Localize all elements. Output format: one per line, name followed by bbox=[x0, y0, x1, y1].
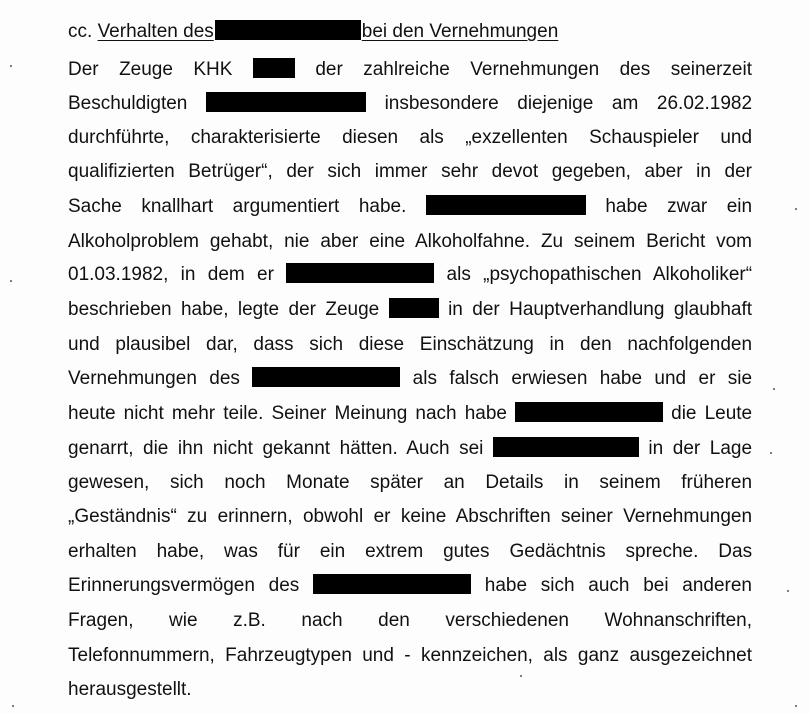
word: knallhart bbox=[141, 196, 214, 217]
redaction-block bbox=[515, 402, 663, 422]
word: zwar bbox=[667, 196, 708, 217]
scan-speck bbox=[10, 280, 12, 282]
section-title bbox=[98, 21, 559, 42]
redaction-block bbox=[252, 367, 400, 387]
word: nach bbox=[415, 403, 457, 424]
word: Sache bbox=[68, 196, 122, 217]
word: plausibel bbox=[115, 334, 191, 355]
word: habe bbox=[484, 575, 528, 596]
word: Lage bbox=[709, 438, 753, 459]
word: den bbox=[580, 334, 612, 355]
word: wie bbox=[169, 610, 198, 631]
word: Erinnerungsvermögen bbox=[68, 575, 255, 596]
word: erhalten bbox=[68, 541, 137, 562]
word: der bbox=[724, 161, 752, 182]
word: des bbox=[268, 575, 300, 596]
word: verschiedenen bbox=[445, 610, 569, 631]
word: Vernehmungen bbox=[623, 506, 753, 527]
word: heute bbox=[68, 403, 116, 424]
scan-speck bbox=[10, 65, 12, 67]
text-line bbox=[68, 123, 752, 153]
word: Schauspieler bbox=[589, 127, 699, 148]
word: eine bbox=[369, 231, 406, 252]
word: und bbox=[68, 334, 100, 355]
word: als bbox=[419, 127, 444, 148]
redaction-block bbox=[389, 298, 439, 318]
word: Gedächtnis bbox=[509, 541, 606, 562]
word: früheren bbox=[681, 472, 753, 493]
word: vom bbox=[716, 231, 753, 252]
word: was bbox=[224, 541, 258, 562]
word: 01.03.1982, bbox=[68, 264, 169, 285]
redaction-block bbox=[313, 574, 471, 594]
section-heading bbox=[68, 17, 558, 47]
word: ausgezeichnet bbox=[629, 645, 752, 666]
word: Zu bbox=[540, 231, 564, 252]
word: seiner bbox=[561, 506, 613, 527]
word: und bbox=[720, 127, 753, 148]
word: Alkoholfahne. bbox=[414, 231, 531, 252]
word: sie bbox=[727, 368, 753, 389]
word: Fahrzeugtypen bbox=[225, 645, 352, 666]
word: auch bbox=[588, 575, 630, 596]
word: dar, bbox=[206, 334, 238, 355]
word: noch bbox=[224, 472, 266, 493]
text-line bbox=[68, 502, 752, 532]
text-line bbox=[68, 55, 752, 85]
word: habe, bbox=[180, 299, 229, 320]
word: devot bbox=[491, 161, 539, 182]
word: nach bbox=[301, 610, 343, 631]
word: qualifizierten bbox=[68, 161, 175, 182]
word: in bbox=[448, 299, 463, 320]
word: seinerzeit bbox=[670, 59, 753, 80]
word: dem bbox=[207, 264, 245, 285]
word: Vernehmungen bbox=[470, 59, 600, 80]
word: Einschätzung bbox=[419, 334, 534, 355]
word: anderen bbox=[682, 575, 752, 596]
text-line bbox=[68, 227, 752, 257]
text-line bbox=[68, 157, 752, 187]
word: sei bbox=[459, 438, 484, 459]
word: Alkoholproblem bbox=[68, 231, 199, 252]
word: habe bbox=[464, 403, 507, 424]
word: habe, bbox=[156, 541, 205, 562]
text-line bbox=[68, 675, 752, 705]
word: Abschriften bbox=[455, 506, 551, 527]
word: nachfolgenden bbox=[627, 334, 753, 355]
word: nie bbox=[284, 231, 310, 252]
word: Wohnanschriften, bbox=[604, 610, 753, 631]
word: dass bbox=[253, 334, 294, 355]
word: ganz bbox=[577, 645, 620, 666]
word: er bbox=[698, 368, 716, 389]
word: in bbox=[648, 438, 664, 459]
word: Bericht bbox=[646, 231, 706, 252]
word: z.B. bbox=[233, 610, 266, 631]
word: Details bbox=[485, 472, 544, 493]
word: erwiesen bbox=[511, 368, 588, 389]
word: ein bbox=[319, 541, 346, 562]
word: Alkoholiker“ bbox=[652, 264, 753, 285]
word: Seiner bbox=[271, 403, 327, 424]
word: durchführte, bbox=[68, 127, 170, 148]
text-line bbox=[68, 537, 752, 567]
word: diesen bbox=[342, 127, 399, 148]
redaction-block bbox=[253, 58, 295, 78]
text-line bbox=[68, 571, 752, 601]
scan-speck bbox=[795, 208, 797, 210]
redaction-block bbox=[493, 437, 639, 457]
word: spreche. bbox=[625, 541, 699, 562]
word: sehr bbox=[441, 161, 479, 182]
word: charakterisierte bbox=[190, 127, 321, 148]
word: gegeben, bbox=[551, 161, 631, 182]
word: beschrieben bbox=[68, 299, 172, 320]
text-line bbox=[68, 399, 752, 429]
word: legte bbox=[237, 299, 280, 320]
section-prefix: cc. bbox=[68, 21, 93, 42]
word: aber bbox=[320, 231, 359, 252]
word: seinem bbox=[574, 231, 636, 252]
word: und bbox=[362, 645, 394, 666]
word: zahlreiche bbox=[363, 59, 450, 80]
word: die bbox=[671, 403, 697, 424]
section-title-part1: Verhalten des bbox=[97, 21, 214, 42]
word: Meinung bbox=[334, 403, 408, 424]
word: ein bbox=[726, 196, 753, 217]
text-line bbox=[68, 641, 752, 671]
word: der bbox=[672, 438, 701, 459]
word: herausgestellt. bbox=[68, 679, 192, 700]
text-line bbox=[68, 468, 752, 498]
scan-speck bbox=[795, 705, 797, 707]
word: der bbox=[286, 161, 314, 182]
text-line bbox=[68, 260, 752, 290]
word: gekannt bbox=[262, 438, 331, 459]
word: KHK bbox=[193, 59, 233, 80]
word: argumentiert bbox=[232, 196, 340, 217]
word: Monate bbox=[286, 472, 350, 493]
word: seinem bbox=[599, 472, 661, 493]
section-title-part2: bei den Vernehmungen bbox=[361, 21, 559, 42]
word: in bbox=[696, 161, 711, 182]
word: aber bbox=[644, 161, 683, 182]
word: erinnern, bbox=[217, 506, 293, 527]
word: und bbox=[654, 368, 687, 389]
word: Vernehmungen bbox=[68, 368, 197, 389]
word: obwohl bbox=[302, 506, 364, 527]
word: später bbox=[370, 472, 423, 493]
redaction-block bbox=[206, 92, 366, 112]
word: hätten. bbox=[339, 438, 398, 459]
word: sich bbox=[327, 161, 362, 182]
redaction-block bbox=[215, 20, 361, 40]
word: bei bbox=[643, 575, 669, 596]
word: Zeuge bbox=[119, 59, 173, 80]
word: diejenige bbox=[517, 93, 594, 114]
word: habe bbox=[599, 368, 643, 389]
word: des bbox=[619, 59, 651, 80]
word: sich bbox=[309, 334, 344, 355]
word: sich bbox=[540, 575, 575, 596]
word: habe. bbox=[358, 196, 407, 217]
word: in bbox=[564, 472, 579, 493]
word: Der bbox=[68, 59, 99, 80]
word: teile. bbox=[223, 403, 264, 424]
word: als bbox=[543, 645, 568, 666]
word: an bbox=[443, 472, 465, 493]
word: der bbox=[472, 299, 500, 320]
word: gewesen, bbox=[68, 472, 150, 493]
text-line bbox=[68, 295, 752, 325]
scan-speck bbox=[787, 590, 789, 592]
word: als bbox=[412, 368, 437, 389]
word: mehr bbox=[171, 403, 216, 424]
word: als bbox=[446, 264, 471, 285]
word: Fragen, bbox=[68, 610, 134, 631]
word: Zeuge bbox=[325, 299, 380, 320]
word: „exzellenten bbox=[465, 127, 568, 148]
word: diese bbox=[358, 334, 405, 355]
word: Beschuldigten bbox=[68, 93, 188, 114]
word: falsch bbox=[449, 368, 499, 389]
scan-speck bbox=[770, 452, 772, 454]
word: den bbox=[378, 610, 410, 631]
word: die bbox=[143, 438, 169, 459]
word: immer bbox=[374, 161, 428, 182]
word: Auch bbox=[406, 438, 450, 459]
text-line bbox=[68, 364, 752, 394]
text-line bbox=[68, 606, 752, 636]
word: er bbox=[373, 506, 391, 527]
word: habe bbox=[605, 196, 648, 217]
word: Leute bbox=[704, 403, 753, 424]
word: am bbox=[611, 93, 639, 114]
word: der bbox=[288, 299, 316, 320]
redaction-block bbox=[286, 263, 434, 283]
word: genarrt, bbox=[68, 438, 134, 459]
word: glaubhaft bbox=[673, 299, 753, 320]
word: kennzeichen, bbox=[420, 645, 533, 666]
text-line bbox=[68, 434, 752, 464]
text-line bbox=[68, 89, 752, 119]
word: - bbox=[404, 645, 411, 666]
word: in bbox=[549, 334, 565, 355]
word: er bbox=[257, 264, 274, 285]
word: für bbox=[277, 541, 300, 562]
word: ihn bbox=[177, 438, 204, 459]
word: Telefonnummern, bbox=[68, 645, 215, 666]
scan-speck bbox=[773, 388, 775, 390]
word: sich bbox=[169, 472, 204, 493]
word: keine bbox=[400, 506, 447, 527]
word: zu bbox=[187, 506, 208, 527]
word: Betrüger“, bbox=[188, 161, 273, 182]
word: gutes bbox=[443, 541, 490, 562]
word: „psychopathischen bbox=[483, 264, 642, 285]
scan-speck bbox=[520, 675, 522, 677]
word: nicht bbox=[212, 438, 253, 459]
scan-speck bbox=[12, 705, 14, 707]
word: Hauptverhandlung bbox=[509, 299, 665, 320]
word: extrem bbox=[365, 541, 424, 562]
word: gehabt, bbox=[209, 231, 274, 252]
word: Das bbox=[718, 541, 753, 562]
text-line bbox=[68, 330, 752, 360]
word: 26.02.1982 bbox=[656, 93, 753, 114]
text-line bbox=[68, 192, 752, 222]
word: in bbox=[180, 264, 196, 285]
word: nicht bbox=[123, 403, 164, 424]
word: „Geständnis“ bbox=[68, 506, 177, 527]
word: des bbox=[209, 368, 240, 389]
word: der bbox=[315, 59, 343, 80]
word: insbesondere bbox=[384, 93, 499, 114]
redaction-block bbox=[426, 195, 586, 215]
